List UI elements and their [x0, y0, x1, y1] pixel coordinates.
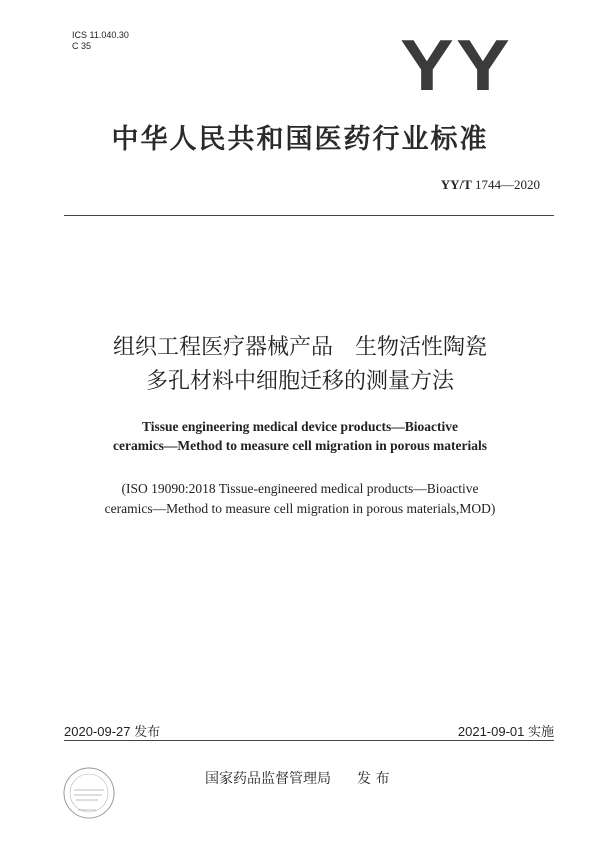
english-title-line-1: Tissue engineering medical device products—Bioactive — [142, 419, 458, 434]
header-divider — [64, 215, 554, 216]
publisher-action: 发 布 — [357, 771, 390, 787]
standard-number — [441, 177, 540, 193]
ccs-code: C 35 — [72, 41, 92, 51]
chinese-title-line-1: 组织工程医疗器械产品 生物活性陶瓷 — [112, 335, 487, 360]
publisher — [205, 768, 389, 788]
chinese-title — [0, 331, 600, 399]
english-title — [0, 417, 600, 455]
english-title-line-2: ceramics—Method to measure cell migration in porous materials — [112, 438, 488, 453]
issue-date: 2020-09-27 发布 — [64, 724, 161, 739]
implementation-date: 2021-09-01 实施 — [457, 724, 554, 739]
publisher-name: 国家药品监督管理局 — [205, 771, 331, 787]
standard-category-title: 中华人民共和国医药行业标准 — [111, 124, 489, 155]
footer-divider — [64, 740, 554, 741]
chinese-title-line-2: 多孔材料中细胞迁移的测量方法 — [145, 369, 454, 394]
yy-logo: YY — [400, 26, 513, 106]
seal-stamp-icon — [62, 766, 116, 820]
adoption-line-2: ceramics—Method to measure cell migration in porous materials,MOD) — [104, 501, 496, 516]
adoption-statement — [0, 479, 600, 519]
classification-codes — [72, 30, 129, 52]
adoption-line-1: (ISO 19090:2018 Tissue-engineered medical products—Bioactive — [121, 481, 479, 496]
ics-code: ICS 11.040.30 — [72, 30, 129, 40]
standard-number-value: 1744—2020 — [475, 177, 540, 192]
standard-number-prefix: YY/T — [440, 177, 472, 192]
